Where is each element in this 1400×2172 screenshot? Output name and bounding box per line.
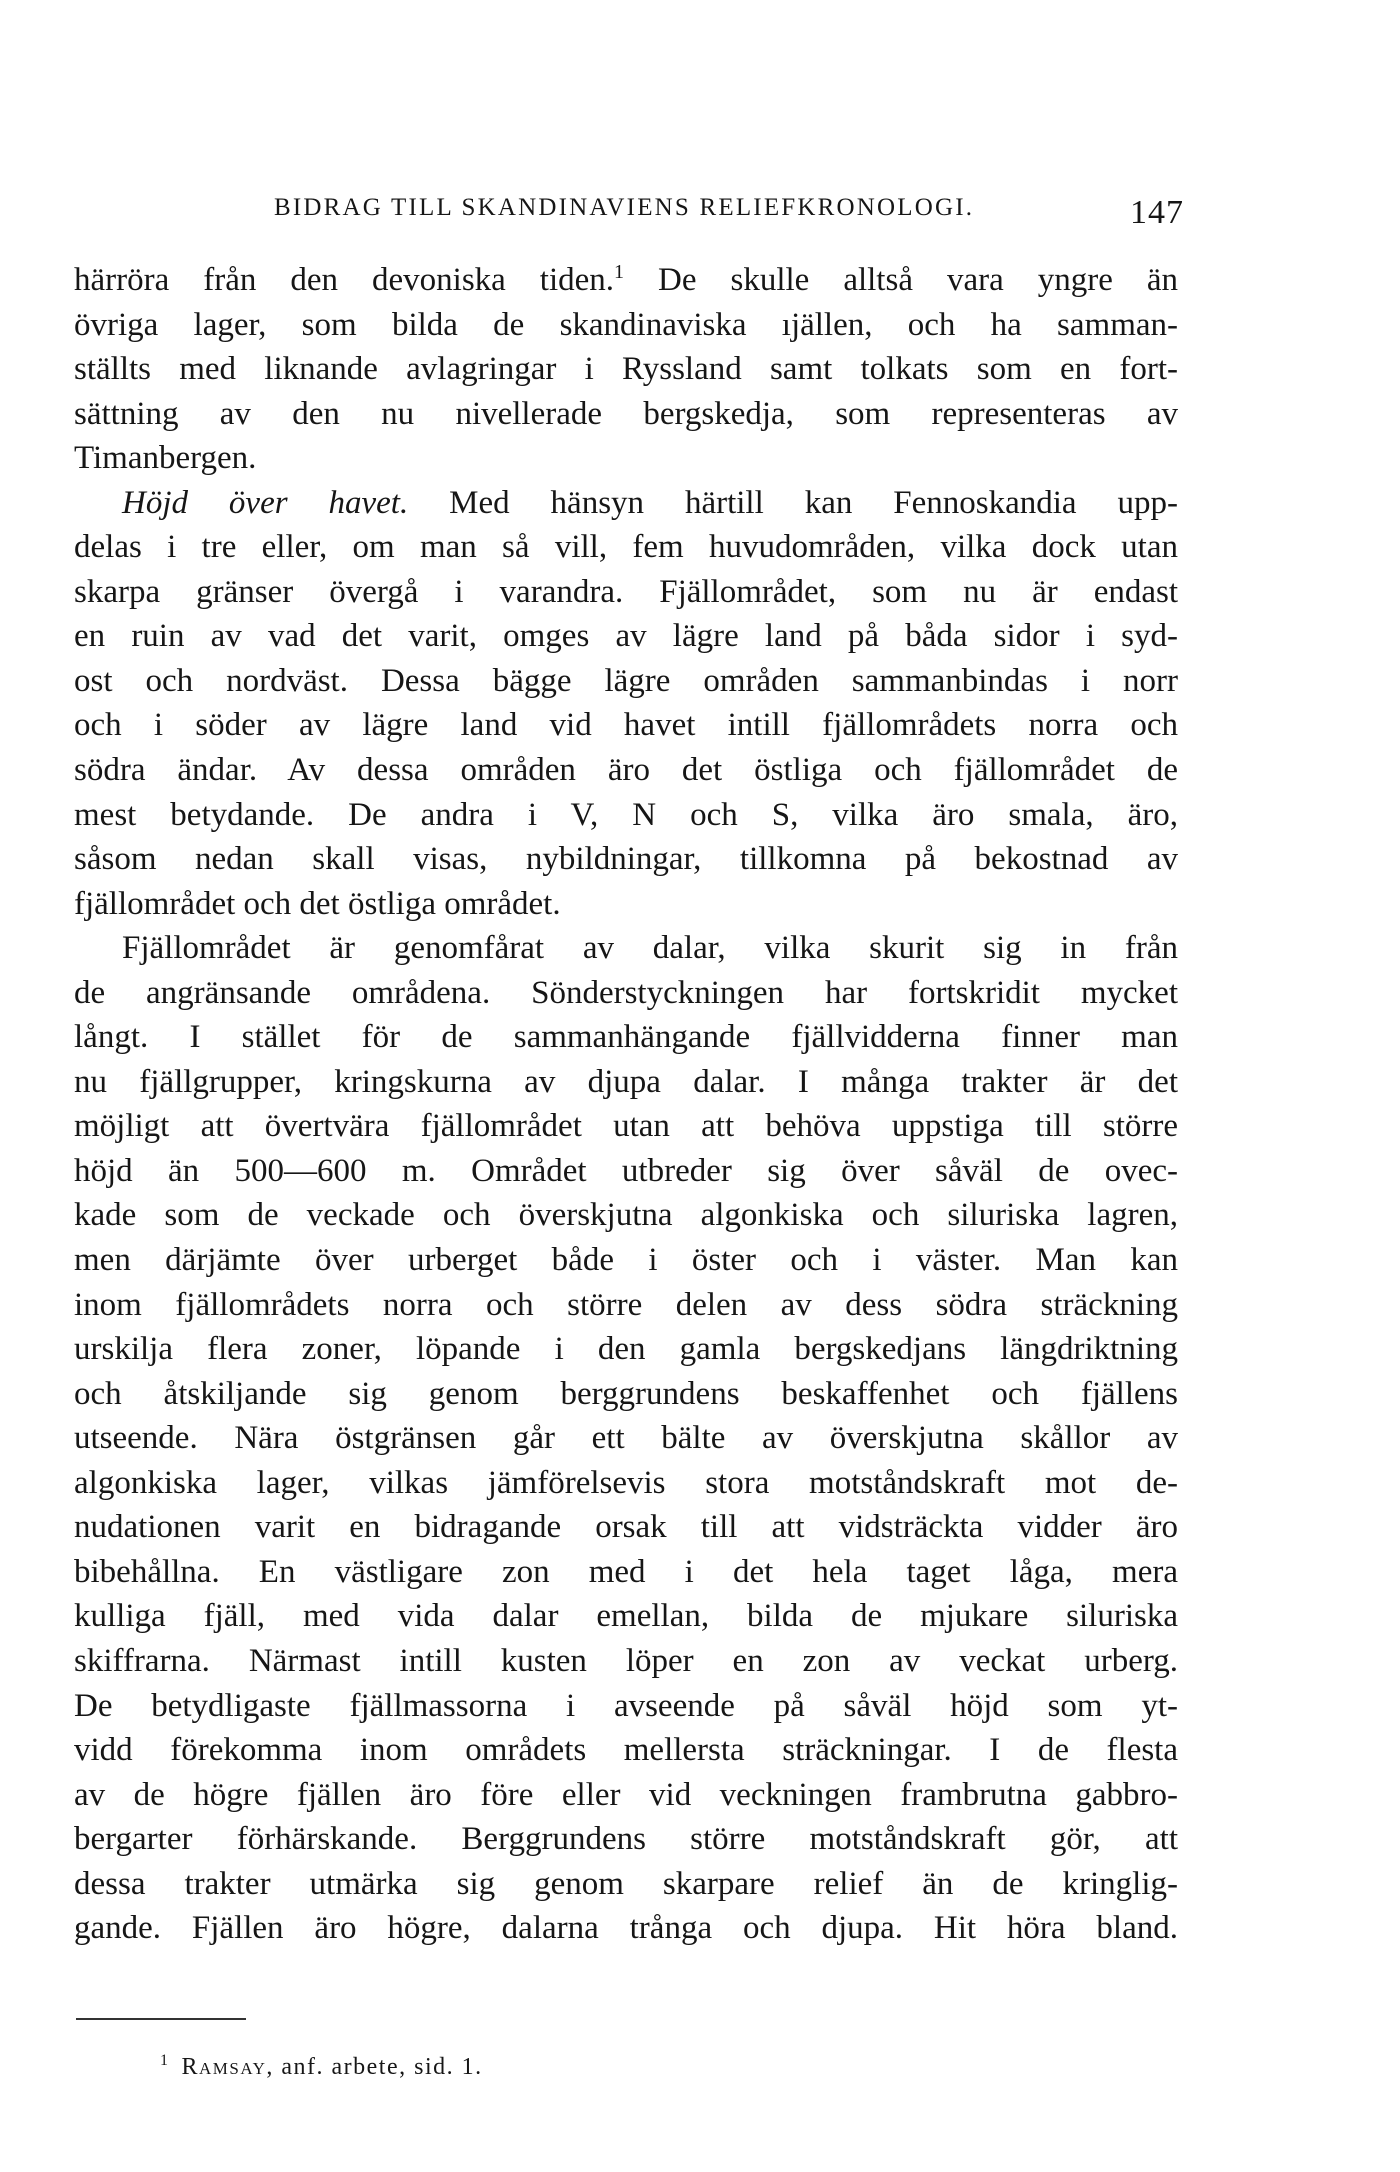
line-text: och åtskiljande sig genom berggrundens beskaffenhet och fjällens (74, 1375, 1178, 1412)
line-text: nu fjällgrupper, kringskurna av djupa dalar. I många trakter är det (74, 1063, 1178, 1100)
text-line (74, 971, 1178, 1016)
text-line (74, 659, 1178, 704)
footnote-mark: 1 (160, 2052, 170, 2069)
text-line (74, 481, 1178, 526)
text-line (74, 1060, 1178, 1105)
running-head (74, 194, 1184, 234)
text-line (74, 1149, 1178, 1194)
line-text: av de högre fjällen äro före eller vid veckningen frambrutna gabbro- (74, 1776, 1178, 1813)
line-text: fjällområdet och det östliga området. (74, 885, 561, 922)
text-line (74, 1372, 1178, 1417)
line-text: men därjämte över urberget både i öster och i väster. Man kan (74, 1242, 1178, 1279)
line-text: kulliga fjäll, med vida dalar emellan, bilda de mjukare siluriska (74, 1598, 1178, 1635)
line-text: ställts med liknande avlagringar i Ryssland samt tolkats som en fort- (74, 351, 1178, 388)
text-line (74, 1817, 1178, 1862)
text-line (74, 1639, 1178, 1684)
text-line (74, 703, 1178, 748)
line-text: bergarter förhärskande. Berggrundens större motståndskraft gör, att (74, 1821, 1178, 1858)
footnote-author: Ramsay (181, 2054, 267, 2080)
text-line (74, 748, 1178, 793)
line-text: härröra från den devoniska tiden. (74, 262, 615, 298)
text-line (74, 1728, 1178, 1773)
line-text: och i söder av lägre land vid havet intill fjällområdets norra och (74, 707, 1178, 744)
line-text: höjd än 500—600 m. Området utbreder sig över såväl de ovec- (74, 1152, 1178, 1189)
text-line (74, 303, 1178, 348)
text-line (74, 1862, 1178, 1907)
text-line (74, 436, 1178, 481)
line-text: Med hänsyn härtill kan Fennoskandia upp- (408, 484, 1178, 521)
line-text: skiffrarna. Närmast intill kusten löper en zon av veckat urberg. (74, 1642, 1178, 1679)
text-line (74, 1505, 1178, 1550)
line-text: dessa trakter utmärka sig genom skarpare relief än de kringlig- (74, 1865, 1178, 1902)
footnote-text: , anf. arbete, sid. 1. (266, 2054, 483, 2080)
text-line (74, 1416, 1178, 1461)
line-text: delas i tre eller, om man så vill, fem huvudområden, vilka dock utan (74, 529, 1178, 566)
line-text: vidd förekomma inom områdets mellersta sträckningar. I de flesta (74, 1732, 1178, 1769)
line-text: De betydligaste fjällmassorna i avseende på såväl höjd som yt- (74, 1687, 1178, 1724)
line-text-continued: De skulle alltså vara yngre än (624, 262, 1179, 298)
line-text: gande. Fjällen äro högre, dalarna trånga och djupa. Hit höra bland. (74, 1910, 1178, 1947)
footnote (160, 2052, 483, 2081)
line-text: långt. I stället för de sammanhängande fjällvidderna finner man (74, 1019, 1178, 1056)
line-text: sättning av den nu nivellerade bergskedja, som representeras av (74, 395, 1178, 432)
body-text (74, 258, 1178, 1951)
text-line (74, 1283, 1178, 1328)
line-text: mest betydande. De andra i V, N och S, vilka äro smala, äro, (74, 796, 1178, 833)
text-line (74, 1104, 1178, 1149)
line-text: skarpa gränser övergå i varandra. Fjällområdet, som nu är endast (74, 573, 1178, 610)
line-text: Fjällområdet är genomfårat av dalar, vilka skurit sig in från (122, 930, 1178, 967)
text-line (74, 1193, 1178, 1238)
line-text: kade som de veckade och överskjutna algonkiska och siluriska lagren, (74, 1197, 1178, 1234)
text-line (74, 837, 1178, 882)
page-number: 147 (1130, 194, 1184, 231)
text-line (74, 258, 1178, 303)
text-line (74, 392, 1178, 437)
text-line (74, 1594, 1178, 1639)
text-line (74, 1461, 1178, 1506)
line-text: inom fjällområdets norra och större delen av dess södra sträckning (74, 1286, 1178, 1323)
running-head-title: BIDRAG TILL SKANDINAVIENS RELIEFKRONOLOGI. (274, 194, 975, 221)
text-line (74, 1015, 1178, 1060)
text-line (74, 1238, 1178, 1283)
line-text: såsom nedan skall visas, nybildningar, tillkomna på bekostnad av (74, 841, 1178, 878)
line-text: södra ändar. Av dessa områden äro det östliga och fjällområdet de (74, 752, 1178, 789)
line-text: bibehållna. En västligare zon med i det hela taget låga, mera (74, 1553, 1178, 1590)
line-text: övriga lager, som bilda de skandinaviska ıjällen, och ha samman- (74, 306, 1178, 343)
text-line (74, 882, 1178, 927)
text-line (74, 1773, 1178, 1818)
text-line (74, 570, 1178, 615)
text-line (74, 525, 1178, 570)
text-line (74, 614, 1178, 659)
line-text: Timanbergen. (74, 440, 257, 477)
line-text: möjligt att övertvära fjällområdet utan att behöva uppstiga till större (74, 1108, 1178, 1145)
line-text: algonkiska lager, vilkas jämförelsevis stora motståndskraft mot de- (74, 1464, 1178, 1501)
section-heading: Höjd över havet. (122, 484, 409, 521)
line-text: nudationen varit en bidragande orsak till att vidsträckta vidder äro (74, 1509, 1178, 1546)
line-text: de angränsande områdena. Sönderstyckningen har fortskridit mycket (74, 974, 1178, 1011)
footnote-reference: 1 (614, 261, 625, 283)
line-text: ost och nordväst. Dessa bägge lägre områden sammanbindas i norr (74, 662, 1178, 699)
text-line (74, 793, 1178, 838)
text-line (74, 347, 1178, 392)
line-text: en ruin av vad det varit, omges av lägre land på båda sidor i syd- (74, 618, 1178, 655)
text-line (74, 1906, 1178, 1951)
text-line (74, 926, 1178, 971)
line-text: utseende. Nära östgränsen går ett bälte av överskjutna skållor av (74, 1420, 1178, 1457)
text-line (74, 1550, 1178, 1595)
footnote-rule (76, 2018, 246, 2020)
text-line (74, 1327, 1178, 1372)
text-line (74, 1684, 1178, 1729)
line-text: urskilja flera zoner, löpande i den gamla bergskedjans längdriktning (74, 1331, 1178, 1368)
